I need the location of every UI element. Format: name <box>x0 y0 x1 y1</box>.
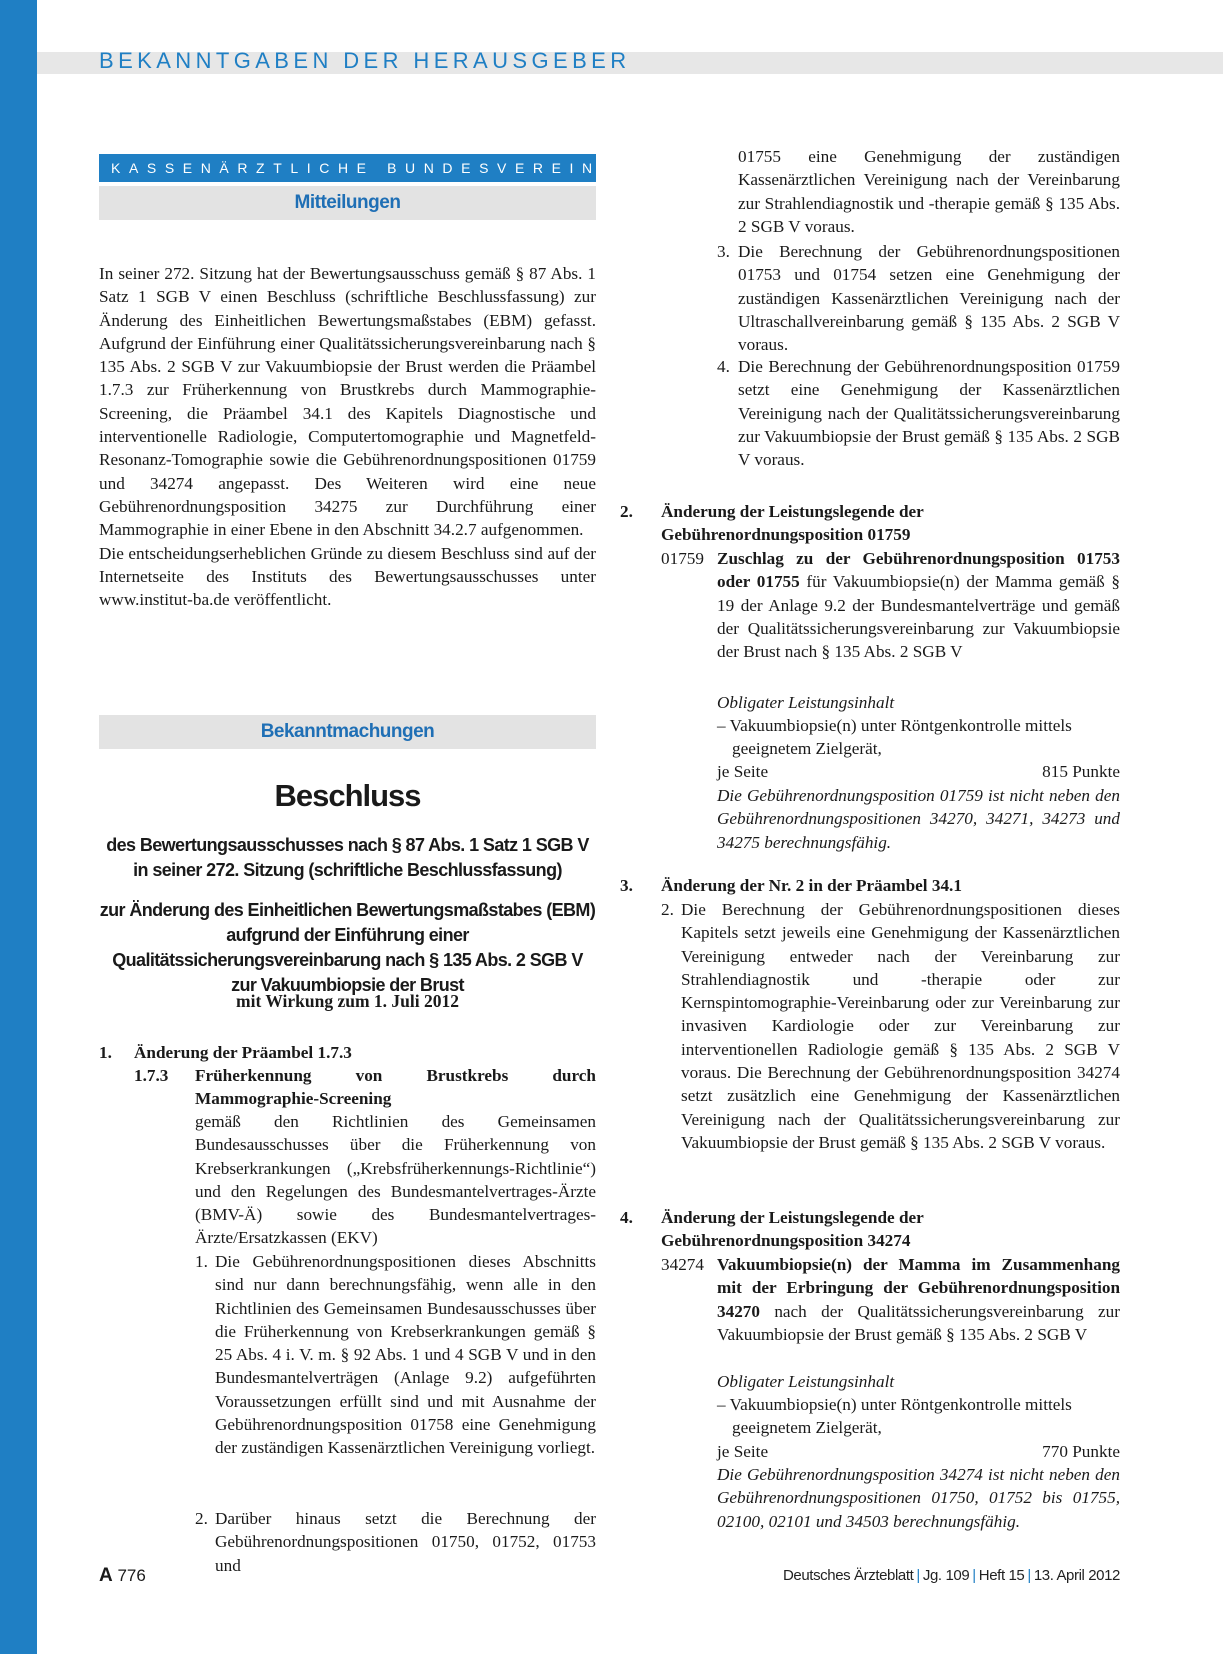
section-2-points-row <box>717 760 1120 783</box>
section-1-title: Änderung der Präambel 1.7.3 <box>134 1043 352 1062</box>
section-4-note: Die Gebührenordnungsposition 34274 ist nicht neben den Gebührenordnungspositionen 01750, 01752 bis 01755, 02100, 02101 und 34503 berechnungsfähig. <box>717 1465 1120 1531</box>
mitteilungen-paragraph-1: In seiner 272. Sitzung hat der Bewertungsausschuss gemäß § 87 Abs. 1 Satz 1 SGB V einen Beschluss (schriftliche Beschlussfassung) zur Änderung des Einheitlichen Bewertungsmaßstabes (EBM) gefasst. Aufgrund der Einführung einer Qualitätssicherungsvereinbarung nach § 135 Abs. 2 SGB V zur Vakuumbiopsie der Brust werden die Präambel 1.7.3 zur Früherkennung von Brustkrebs durch Mammographie-Screening, die Präambel 34.1 des Kapitels Diagnostische und interventionelle Radiologie, Computertomographie und Magnetfeld-Resonanz-Tomographie sowie die Gebührenordnungspositionen 01759 und 34274 angepasst. Des Weiteren wird eine neue Gebührenordnungsposition 34275 zur Durchführung einer Mammographie in einer Ebene in den Abschnitt 34.2.7 aufgenommen. <box>99 264 596 540</box>
section-1-item-4: Die Berechnung der Gebührenordnungsposition 01759 setzt eine Genehmigung der Kassenärztlichen Vereinigung nach der Qualitätssicherungsvereinbarung zur Vakuumbiopsie der Brust gemäß § 135 Abs. 2 SGB V voraus. <box>738 357 1120 470</box>
section-2-note: Die Gebührenordnungsposition 01759 ist nicht neben den Gebührenordnungspositionen 34270, 34271, 34273 und 34275 berechnungsfähig. <box>717 786 1120 852</box>
journal-volume: Jg. 109 <box>922 1567 970 1584</box>
section-2-title: Änderung der Leistungslegende der Gebührenordnungsposition 01759 <box>661 502 924 545</box>
journal-date: 13. April 2012 <box>1033 1567 1120 1584</box>
beschluss-title: Beschluss <box>274 778 421 813</box>
section-2-number: 2. <box>620 502 633 521</box>
section-3-title: Änderung der Nr. 2 in der Präambel 34.1 <box>661 876 962 895</box>
separator: | <box>916 1567 920 1584</box>
journal-name: Deutsches Ärzteblatt <box>782 1567 914 1584</box>
section-3-number: 3. <box>620 876 633 895</box>
bekanntmachungen-heading: Bekanntmachungen <box>99 715 596 749</box>
section-2-bullet-text: – Vakuumbiopsie(n) unter Röntgenkontrolle mittels geeignetem Zielgerät, <box>717 716 1072 759</box>
section-1-item-2-part-1: Darüber hinaus setzt die Berechnung der Gebührenordnungspositionen 01750, 01752, 01753 und <box>215 1509 596 1575</box>
section-4-lead-rest: nach der Qualitätssicherungsvereinbarung zur Vakuumbiopsie der Brust gemäß § 135 Abs. 2 SGB V <box>717 1301 1120 1344</box>
section-4-points-row <box>717 1440 1120 1463</box>
section-1-item-3-number: 3. <box>717 242 730 261</box>
section-2-code: 01759 <box>661 549 704 568</box>
page-number-value: 776 <box>117 1566 146 1585</box>
journal-info <box>783 1567 1120 1584</box>
section-4-bullet <box>717 1393 1120 1440</box>
section-2-lead-rest: für Vakuumbiopsie(n) der Mamma gemäß § 19 der Anlage 9.2 der Bundesmantelverträge und gemäß der Qualitätssicherungsvereinbarung zur Vakuumbiopsie der Brust nach § 135 Abs. 2 SGB V <box>717 572 1120 662</box>
mitteilungen-paragraph-2: Die entscheidungserheblichen Gründe zu diesem Beschluss sind auf der Internetseite des Instituts des Bewertungsausschusses unter www.institut-ba.de veröffentlicht. <box>99 543 596 610</box>
section-4-number: 4. <box>620 1208 633 1227</box>
effective-date: mit Wirkung zum 1. Juli 2012 <box>236 991 459 1011</box>
section-4-je-seite: je Seite <box>717 1442 769 1461</box>
organization-band: KASSENÄRZTLICHE BUNDESVEREINIGUNG <box>99 154 596 182</box>
section-1-code-title: Früherkennung von Brustkrebs durch Mammographie-Screening <box>195 1066 596 1109</box>
page-header: BEKANNTGABEN DER HERAUSGEBER <box>99 48 631 73</box>
mitteilungen-text <box>99 262 596 611</box>
separator: | <box>972 1567 976 1584</box>
journal-issue: Heft 15 <box>978 1567 1025 1584</box>
section-1-number: 1. <box>99 1043 112 1062</box>
section-1-item-1: Die Gebührenordnungspositionen dieses Abschnitts sind nur dann berechnungsfähig, wenn alle in den Richtlinien des Gemeinsamen Bundesausschusses über die Früherkennung von Krebserkrankungen gemäß § 25 Abs. 4 i. V. m. § 92 Abs. 1 und 4 SGB V und in den Bundesmantelverträgen (Anlage 9.2) aufgeführten Voraussetzungen erfüllt sind und mit Ausnahme der Gebührenordnungsposition 01758 eine Genehmigung der zuständigen Kassenärztlichen Vereinigung vorliegt. <box>215 1252 596 1458</box>
section-4-lead: Vakuumbiopsie(n) der Mamma im Zusammenhang mit der Erbringung der Gebührenordnungsposition 34270 <box>717 1255 1120 1321</box>
beschluss-subtitle-1: des Bewertungsausschusses nach § 87 Abs. 1 Satz 1 SGB V in seiner 272. Sitzung (schriftliche Beschlussfassung) <box>106 835 589 880</box>
section-1-item-4-number: 4. <box>717 357 730 376</box>
section-4-bullet-text: – Vakuumbiopsie(n) unter Röntgenkontrolle mittels geeignetem Zielgerät, <box>717 1395 1072 1438</box>
section-4-title: Änderung der Leistungslegende der Gebührenordnungsposition 34274 <box>661 1208 924 1251</box>
section-4-code: 34274 <box>661 1255 704 1274</box>
page-letter: A <box>99 1565 113 1586</box>
separator: | <box>1027 1567 1031 1584</box>
left-accent-bar <box>0 0 37 1654</box>
section-1-item-2-number: 2. <box>195 1509 208 1528</box>
section-1-item-1-number: 1. <box>195 1252 208 1271</box>
beschluss-subtitle-2: zur Änderung des Einheitlichen Bewertungsmaßstabes (EBM) aufgrund der Einführung einer Qualitätssicherungsvereinbarung nach § 135 Abs. 2 SGB V zur Vakuumbiopsie der Brust <box>99 900 596 995</box>
section-2-description <box>717 547 1120 663</box>
section-1-code: 1.7.3 <box>134 1066 169 1085</box>
mitteilungen-heading: Mitteilungen <box>99 186 596 220</box>
page-number <box>99 1565 146 1587</box>
section-2-punkte: 815 Punkte <box>1042 762 1120 781</box>
section-2-obligat-label: Obligater Leistungsinhalt <box>717 693 895 712</box>
section-4-obligat-label: Obligater Leistungsinhalt <box>717 1372 895 1391</box>
section-1-item-2-part-2: 01755 eine Genehmigung der zuständigen Kassenärztlichen Vereinigung nach der Vereinbarung zur Strahlendiagnostik und -therapie gemäß § 135 Abs. 2 SGB V voraus. <box>738 147 1120 236</box>
section-1-item-3: Die Berechnung der Gebührenordnungspositionen 01753 und 01754 setzen eine Genehmigung der zuständigen Kassenärztlichen Vereinigung nach der Ultraschallvereinbarung gemäß § 135 Abs. 2 SGB V voraus. <box>738 242 1120 355</box>
section-3-item: Die Berechnung der Gebührenordnungspositionen dieses Kapitels setzt jeweils eine Genehmigung der Kassenärztlichen Vereinigung entweder nach der Vereinbarung zur Strahlendiagnostik und -therapie oder zur Kernspintomographie-Vereinbarung oder zur Vereinbarung zur invasiven Kardiologie oder zur Vereinbarung zur interventionellen Radiologie gemäß § 135 Abs. 2 SGB V voraus. Die Berechnung der Gebührenordnungsposition 34274 setzt zusätzlich eine Genehmigung der Kassenärztlichen Vereinigung nach der Qualitätssicherungsvereinbarung zur Vakuumbiopsie der Brust gemäß § 135 Abs. 2 SGB V voraus. <box>681 900 1120 1152</box>
section-2-bullet <box>717 714 1120 761</box>
section-4-punkte: 770 Punkte <box>1042 1442 1120 1461</box>
section-3-item-number: 2. <box>661 900 674 919</box>
section-2-je-seite: je Seite <box>717 762 769 781</box>
section-1-intro: gemäß den Richtlinien des Gemeinsamen Bundesausschusses über die Früherkennung von Krebserkrankungen („Krebsfrüherkennungs-Richtlinie“) und den Regelungen des Bundesmantelvertrages-Ärzte (BMV-Ä) sowie des Bundesmantelvertrages-Ärzte/Ersatzkassen (EKV) <box>195 1112 596 1248</box>
section-2-lead: Zuschlag zu der Gebührenordnungsposition 01753 oder 01755 <box>717 549 1120 592</box>
section-4-description <box>717 1253 1120 1346</box>
